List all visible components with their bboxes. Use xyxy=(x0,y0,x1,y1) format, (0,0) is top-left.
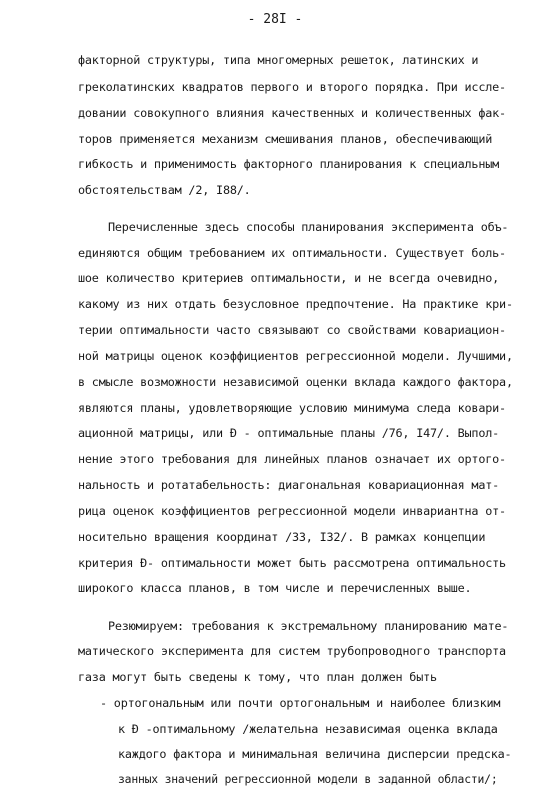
list-item-line: - ортогональным или почти ортогональным и наиболее близким xyxy=(100,696,501,710)
text-line: являются планы, удовлетворяющие условию минимума следа ковари- xyxy=(78,401,506,415)
text-line: в смысле возможности независимой оценки вклада каждого фактора, xyxy=(78,375,513,389)
text-line: матического эксперимента для систем трубопроводного транспорта xyxy=(78,644,506,658)
text-line: факторной структуры, типа многомерных решеток, латинских и xyxy=(78,53,479,67)
text-line: какому из них отдать безусловное предпочтение. На практике кри- xyxy=(78,297,513,311)
text-line: терии оптимальности часто связывают со свойствами ковариацион- xyxy=(78,323,506,337)
text-line: единяются общим требованием их оптимальности. Существует боль- xyxy=(78,246,506,260)
list-item-line: занных значений регрессионной модели в заданной области/; xyxy=(118,772,498,786)
text-line: нальность и ротатабельность: диагональная ковариационная мат- xyxy=(78,478,500,492)
text-line: Перечисленные здесь способы планирования эксперимента объ- xyxy=(108,220,509,234)
text-line: нение этого требования для линейных планов означает их ортого- xyxy=(78,452,506,466)
text-line: носительно вращения координат /33, I32/. В рамках концепции xyxy=(78,530,486,544)
text-line: довании совокупного влияния качественных и количественных фак- xyxy=(78,106,506,120)
text-line: ной матрицы оценок коэффициентов регрессионной модели. Лучшими, xyxy=(78,349,513,363)
text-line: обстоятельствам /2, I88/. xyxy=(78,183,251,197)
text-line: греколатинских квадратов первого и второго порядка. При иссле- xyxy=(78,80,506,94)
text-line: Резюмируем: требования к экстремальному планированию мате- xyxy=(108,619,509,633)
text-line: широкого класса планов, в том числе и перечисленных выше. xyxy=(78,581,472,595)
page-number: - 28I - xyxy=(247,12,303,27)
list-item-line: каждого фактора и минимальная величина дисперсии предска- xyxy=(118,747,512,761)
text-line: критерия Ð- оптимальности может быть рассмотрена оптимальность xyxy=(78,556,506,570)
text-line: гибкость и применимость факторного планирования к специальным xyxy=(78,157,500,171)
text-line: шое количество критериев оптимальности, и не всегда очевидно, xyxy=(78,271,500,285)
text-line: газа могут быть сведены к тому, что план должен быть xyxy=(78,670,437,684)
text-line: ационной матрицы, или Ð - оптимальные планы /76, I47/. Выпол- xyxy=(78,426,500,440)
text-line: торов применяется механизм смешивания планов, обеспечивающий xyxy=(78,132,493,146)
list-item-line: к Ð -оптимальному /желательна независимая оценка вклада xyxy=(118,722,498,736)
text-line: рица оценок коэффициентов регрессионной модели инвариантна от- xyxy=(78,504,506,518)
